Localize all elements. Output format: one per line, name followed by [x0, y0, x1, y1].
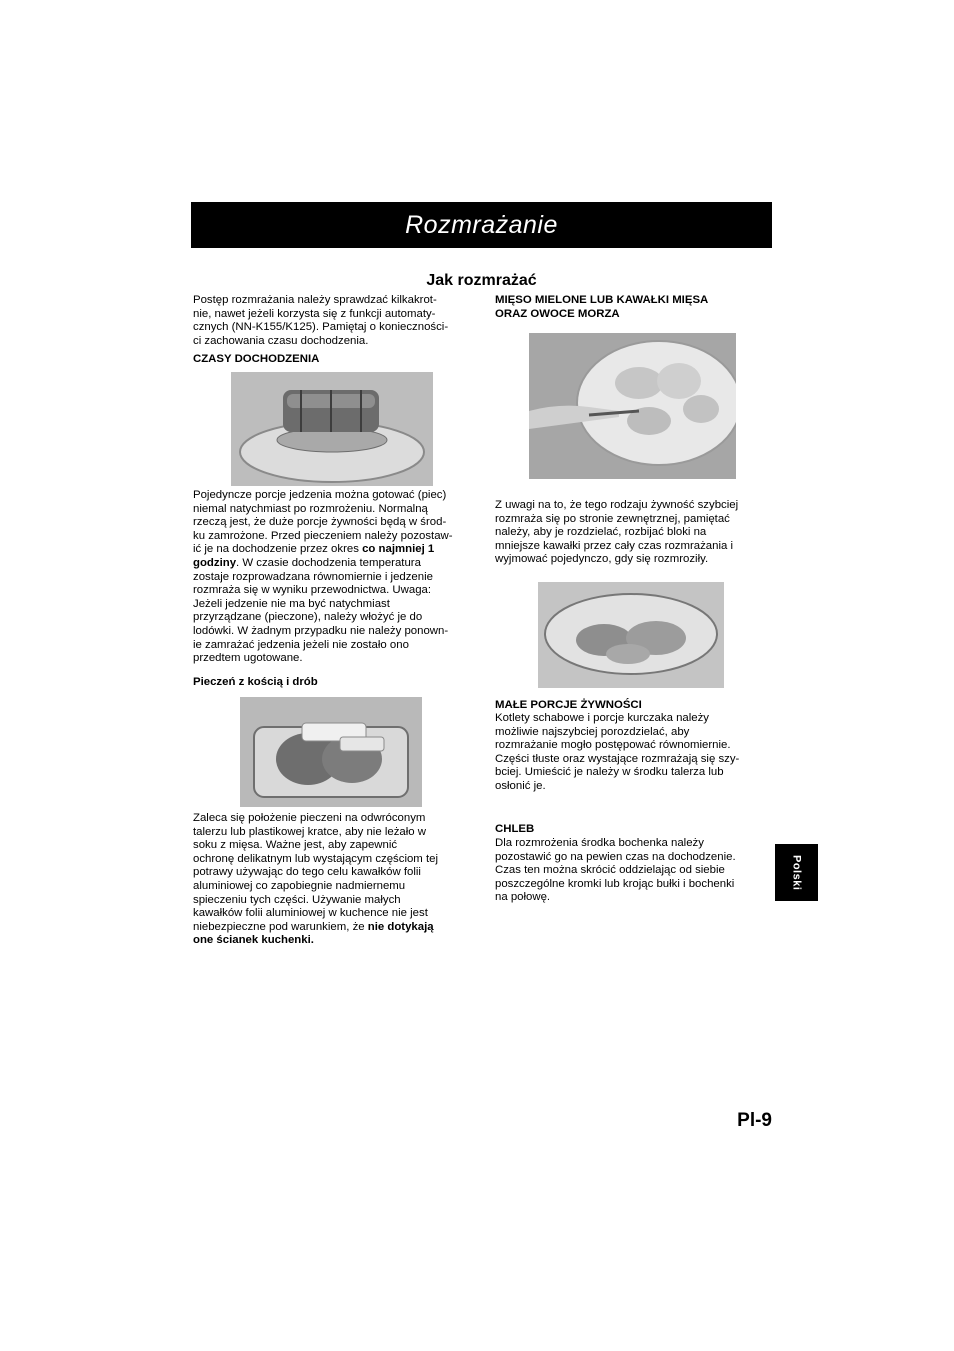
text-line: poszczególne kromki lub krojąc bułki i bochenki: [495, 877, 735, 890]
text-line: Postęp rozmrażania należy sprawdzać kilkakrot-: [193, 294, 437, 306]
text-line: przedtem ugotowane.: [193, 652, 303, 665]
text-line: Jeżeli jedzenie nie ma być natychmiast: [193, 597, 390, 610]
language-tab-label: Polski: [790, 854, 803, 891]
text-line: Kotlety schabowe i porcje kurczaka należy: [495, 712, 709, 724]
text-line: potrawy używając do tego celu kawałków folii: [193, 866, 421, 879]
roast-paragraph: [193, 812, 438, 948]
text-line: soku z mięsa. Ważne jest, aby zapewnić: [193, 839, 398, 852]
text-line: wyjmować pojedynczo, gdy się rozmroziły.: [495, 553, 709, 566]
text-line: rozmraża się w wyniku przewodnictwa. Uwaga:: [193, 584, 432, 597]
text-line: na połowę.: [495, 891, 551, 904]
heading-line: ORAZ OWOCE MORZA: [495, 307, 620, 320]
text-line: Z uwagi na to, że tego rodzaju żywność szybciej: [495, 499, 739, 511]
text-line: Części tłuste oraz wystające rozmrażają się szy-: [495, 752, 740, 765]
text-segment: niebezpieczne pod warunkiem, że: [193, 920, 368, 933]
heading-line: MIĘSO MIELONE LUB KAWAŁKI MIĘSA: [495, 294, 709, 306]
page-number: Pl-9: [737, 1110, 772, 1131]
text-line: rzeczą jest, że duże porcje żywności będą w środ-: [193, 516, 447, 529]
text-line: Czas ten można skrócić oddzielając od siebie: [495, 864, 725, 877]
text-line: ku zamrożone. Przed pieczeniem należy pozostaw-: [193, 529, 453, 542]
separating-pieces-photo: [529, 333, 736, 479]
text-line: przyrządzane (pieczone), należy włożyć je do: [193, 611, 423, 624]
roast-heading: Pieczeń z kością i drób: [193, 676, 318, 688]
standing-time-heading: CZASY DOCHODZENIA: [193, 353, 320, 365]
small-portions-heading: MAŁE PORCJE ŻYWNOŚCI: [495, 699, 642, 711]
text-line: ci zachowania czasu dochodzenia.: [193, 334, 369, 347]
bread-heading: CHLEB: [495, 823, 535, 835]
roast-on-rack-photo: [231, 372, 433, 486]
text-line: zostaje rozprowadzana równomiernie i jedzenie: [193, 570, 433, 583]
text-segment: . W czasie dochodzenia temperatura: [236, 556, 421, 569]
text-line: mniejsze kawałki przez cały czas rozmrażania i: [495, 539, 734, 552]
bold-segment: nie dotykają: [367, 920, 434, 933]
text-line: należy, aby je rozdzielać, rozbijać bloki na: [495, 526, 707, 539]
text-segment: ić je na dochodzenie przez okres: [193, 543, 363, 556]
small-portions-paragraph: [495, 712, 739, 794]
chicken-pieces-dish-photo: [538, 582, 724, 688]
text-line: Dla rozmrożenia środka bochenka należy: [495, 837, 704, 849]
text-line: [193, 557, 453, 571]
text-line: [193, 934, 438, 948]
text-line: spieczeniu tych części. Używanie małych: [193, 893, 401, 906]
language-tab: [775, 844, 818, 901]
text-line: talerzu lub plastikowej kratce, aby nie leżało w: [193, 825, 426, 838]
text-line: możliwie najszybciej porozdzielać, aby: [495, 725, 690, 738]
text-line: nie, nawet jeżeli korzysta się z funkcji automaty-: [193, 307, 436, 320]
text-line: pozostawić go na pewien czas na dochodzenie.: [495, 850, 736, 863]
text-line: Pojedyncze porcje jedzenia można gotować (piec): [193, 489, 447, 501]
text-line: [193, 921, 438, 935]
page-title: Rozmrażanie: [405, 210, 558, 239]
text-line: bciej. Umieścić je należy w środku talerza lub: [495, 766, 724, 779]
text-line: rozmraża się po stronie zewnętrznej, pamiętać: [495, 512, 730, 525]
intro-paragraph: [193, 294, 448, 348]
text-line: lodówki. W żadnym przypadku nie należy ponown-: [193, 624, 449, 637]
text-line: [193, 543, 453, 557]
bold-segment: godziny: [193, 556, 237, 569]
text-line: niemal natychmiast po rozmrożeniu. Normalną: [193, 502, 428, 515]
text-line: ochronę delikatnym lub wystającym częściom tej: [193, 852, 438, 865]
text-line: Zaleca się położenie pieczeni na odwróconym: [193, 812, 426, 824]
mince-heading: [495, 294, 708, 321]
text-line: cznych (NN-K155/K125). Pamiętaj o konieczności-: [193, 321, 449, 334]
bold-segment: co najmniej 1: [362, 543, 435, 556]
title-bar: [191, 202, 772, 248]
text-line: kawałków folii aluminiowej w kuchence nie jest: [193, 907, 428, 920]
bread-paragraph: [495, 837, 736, 905]
poultry-with-foil-photo: [240, 697, 422, 807]
section-subtitle: Jak rozmrażać: [426, 272, 537, 289]
text-line: rozmrażanie mogło postępować równomiernie.: [495, 739, 731, 752]
text-line: osłonić je.: [495, 779, 546, 792]
text-line: ie zamrażać jedzenia jeżeli nie zostało ono: [193, 638, 409, 651]
standing-time-paragraph: [193, 489, 453, 666]
bold-segment: one ścianek kuchenki.: [193, 934, 314, 947]
mince-paragraph: [495, 499, 738, 567]
text-line: aluminiowej co zapobiegnie nadmiernemu: [193, 879, 406, 892]
